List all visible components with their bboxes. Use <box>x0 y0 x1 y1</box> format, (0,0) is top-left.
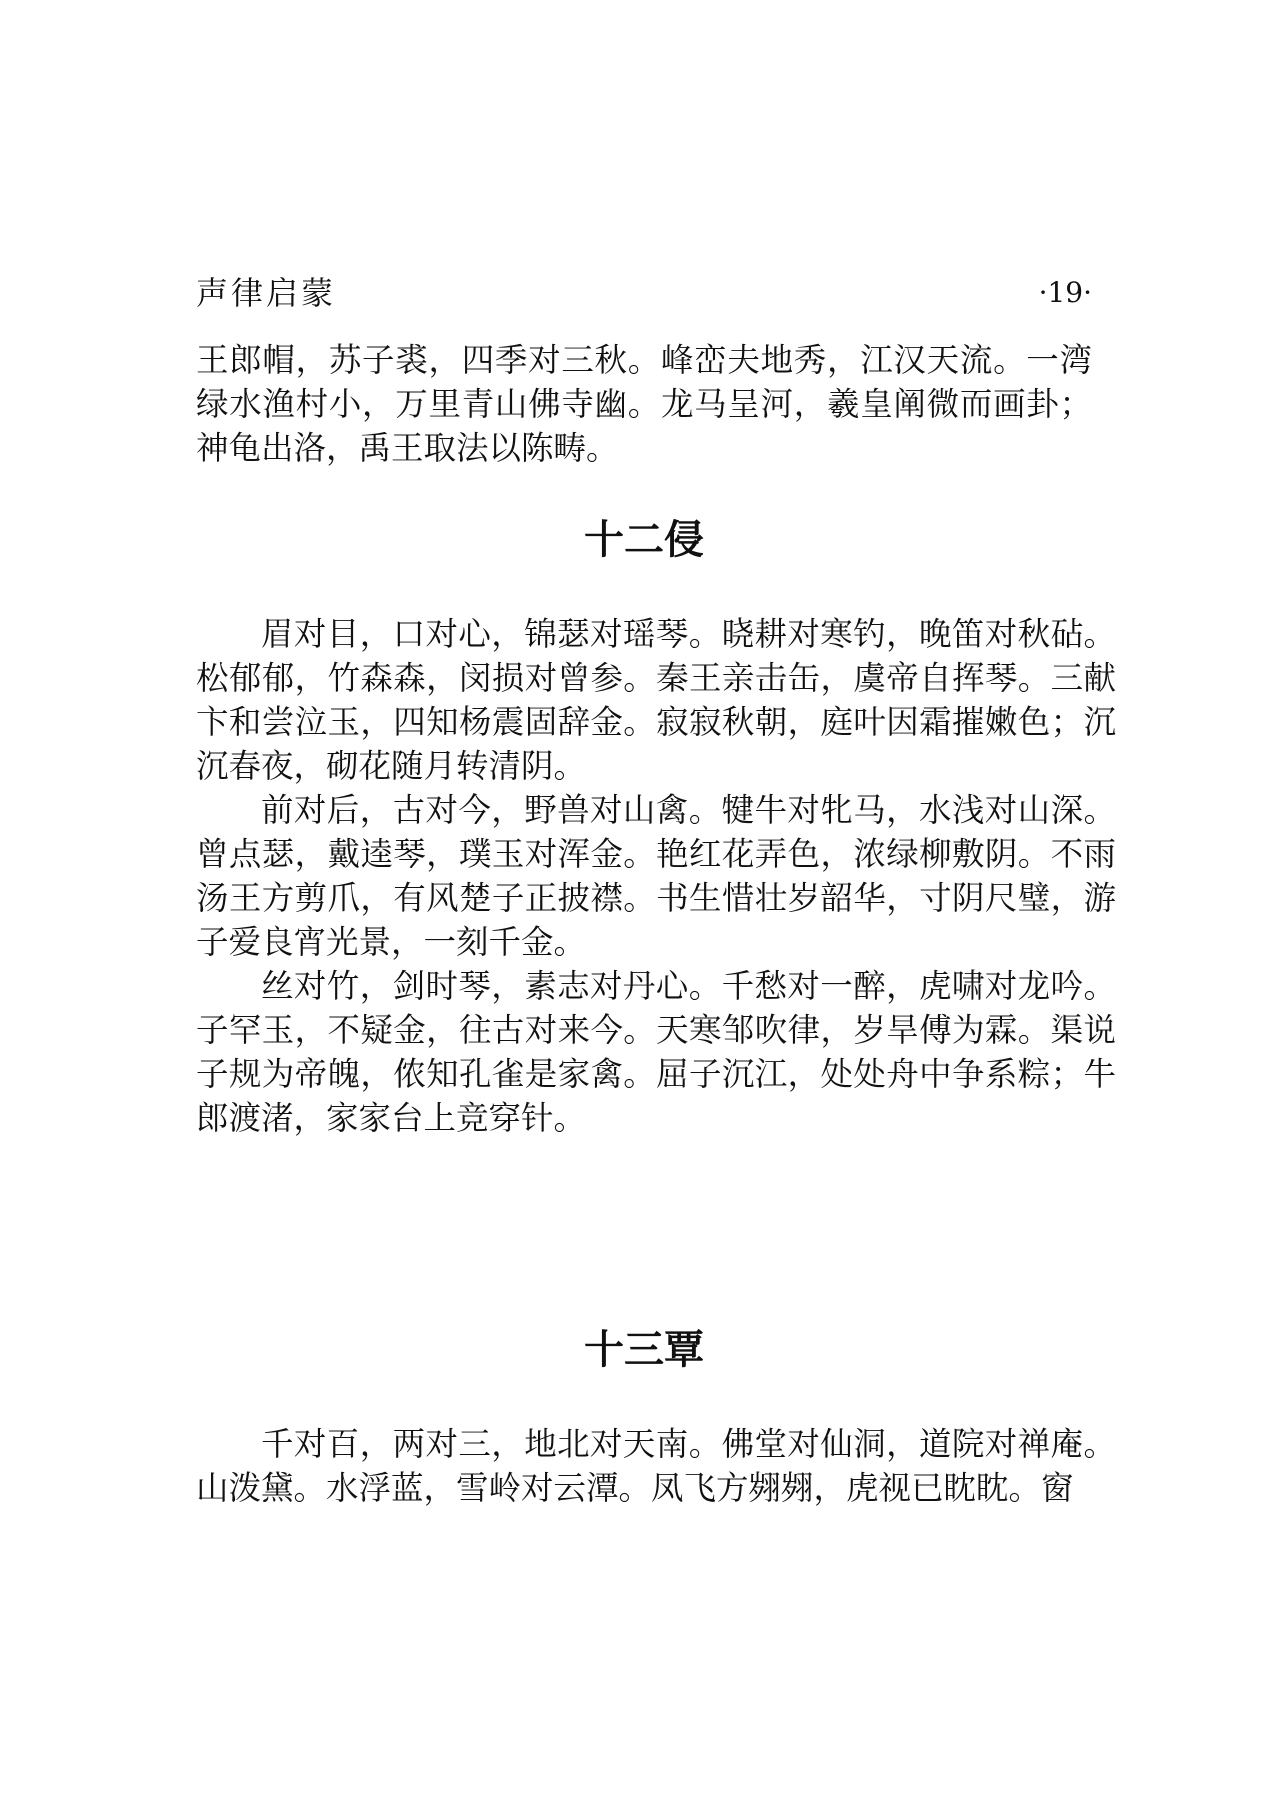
section-heading-13: 十三覃 <box>584 1326 704 1373</box>
carryover-text <box>196 338 1092 470</box>
paragraph: 王郎帽，苏子裘，四季对三秋。峰峦夫地秀，江汉天流。一湾绿水渔村小，万里青山佛寺幽。龙马呈河，羲皇阐微而画卦；神龟出洛，禹王取法以陈畴。 <box>196 341 1092 467</box>
section-12-body <box>196 612 1116 1140</box>
running-head <box>196 268 1092 318</box>
paragraph: 千对百，两对三，地北对天南。佛堂对仙洞，道院对禅庵。山泼黛。水浮蓝，雪岭对云潭。凤飞方翙翙，虎视已眈眈。窗 <box>196 1425 1116 1507</box>
paragraph: 前对后，古对今，野兽对山禽。犍牛对牝马，水浅对山深。曾点瑟，戴逵琴，璞玉对浑金。艳红花弄色，浓绿柳敷阴。不雨汤王方剪爪，有风楚子正披襟。书生惜壮岁韶华，寸阴尺璧，游子爱良宵光景，一刻千金。 <box>196 791 1116 961</box>
paragraph: 眉对目，口对心，锦瑟对瑶琴。晓耕对寒钓，晚笛对秋砧。松郁郁，竹森森，闵损对曾参。秦王亲击缶，虞帝自挥琴。三献卞和尝泣玉，四知杨震固辞金。寂寂秋朝，庭叶因霜摧嫩色；沉沉春夜，砌花随月转清阴。 <box>196 615 1116 785</box>
page-number: ·19· <box>1038 276 1092 309</box>
section-heading-12: 十二侵 <box>584 516 704 563</box>
paragraph: 丝对竹，剑时琴，素志对丹心。千愁对一醉，虎啸对龙吟。子罕玉，不疑金，往古对来今。天寒邹吹律，岁旱傅为霖。渠说子规为帝魄，侬知孔雀是家禽。屈子沉江，处处舟中争系粽；牛郎渡渚，家家台上竞穿针。 <box>196 967 1116 1137</box>
book-title: 声律启蒙 <box>196 274 337 312</box>
section-13-body <box>196 1422 1116 1510</box>
